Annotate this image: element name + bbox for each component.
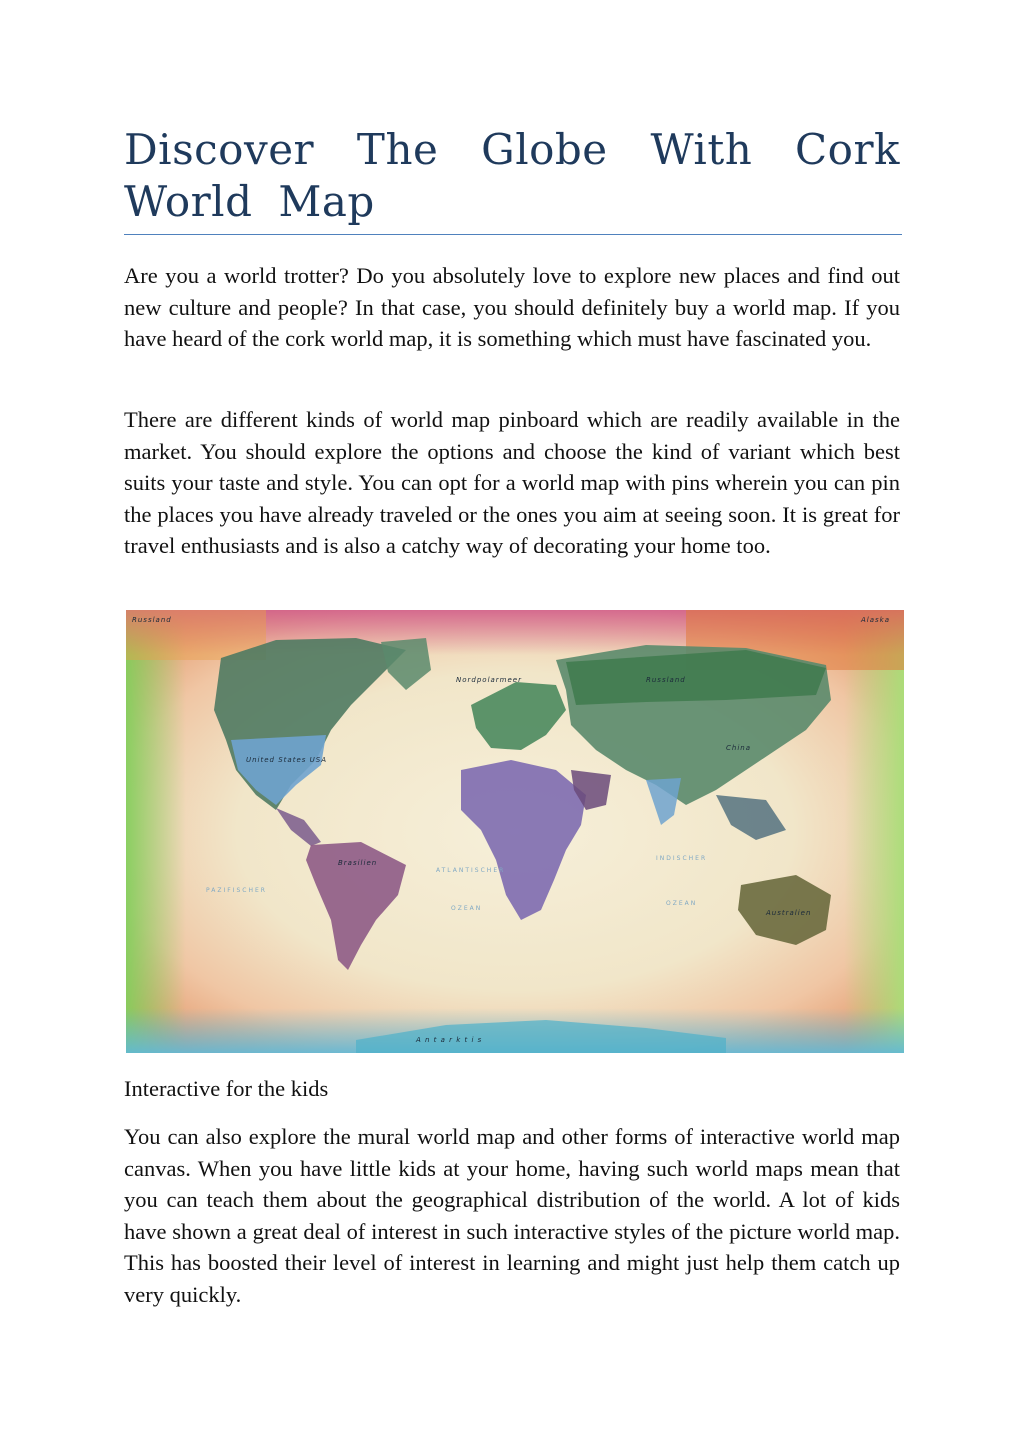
intro-paragraph: Are you a world trotter? Do you absolutely love to explore new places and find out new culture and people? In that case, you should definitely buy a world map. If you have heard of the cork world map, it is something which must have fascinated you. bbox=[124, 263, 900, 352]
map-label-arctic: Nordpolarmeer bbox=[456, 676, 522, 684]
pinboard-paragraph: There are different kinds of world map pinboard which are readily available in the market. You should explore the options and choose the kind of variant which best suits your taste and style. You can opt for a world map with pins wherein you can pin the places you have already traveled or the ones you aim at seeing soon. It is great for travel enthusiasts and is also a catchy way of decorating your home too. bbox=[124, 407, 900, 559]
map-label-australia: Australien bbox=[766, 909, 812, 917]
section-heading-kids: Interactive for the kids bbox=[124, 1076, 329, 1101]
map-label-ocean-indian: OZEAN bbox=[666, 900, 698, 907]
map-label-indian: INDISCHER bbox=[656, 855, 708, 862]
map-label-russland-left: Russland bbox=[132, 616, 172, 624]
title-divider bbox=[124, 234, 902, 235]
map-label-russia: Russland bbox=[646, 676, 686, 684]
map-label-usa: United States USA bbox=[246, 756, 327, 764]
world-map-image bbox=[126, 610, 904, 1053]
map-label-pacific: PAZIFISCHER bbox=[206, 887, 267, 894]
map-label-brazil: Brasilien bbox=[338, 859, 378, 867]
world-map-illustration bbox=[126, 610, 904, 1053]
page-title: Discover The Globe With Cork World Map bbox=[124, 125, 900, 226]
map-label-china: China bbox=[726, 744, 751, 752]
map-label-ocean-atlantic: OZEAN bbox=[451, 905, 483, 912]
map-label-antarctica: A n t a r k t i s bbox=[416, 1036, 483, 1044]
kids-paragraph: You can also explore the mural world map and other forms of interactive world map canvas. When you have little kids at your home, having such world maps mean that you can teach them about the geographical distribution of the world. A lot of kids have shown a great deal of interest in such interactive styles of the picture world map. This has boosted their level of interest in learning and might just help them catch up very quickly. bbox=[124, 1124, 900, 1307]
map-label-atlantic: ATLANTISCHER bbox=[436, 867, 506, 874]
map-label-alaska: Alaska bbox=[861, 616, 891, 624]
